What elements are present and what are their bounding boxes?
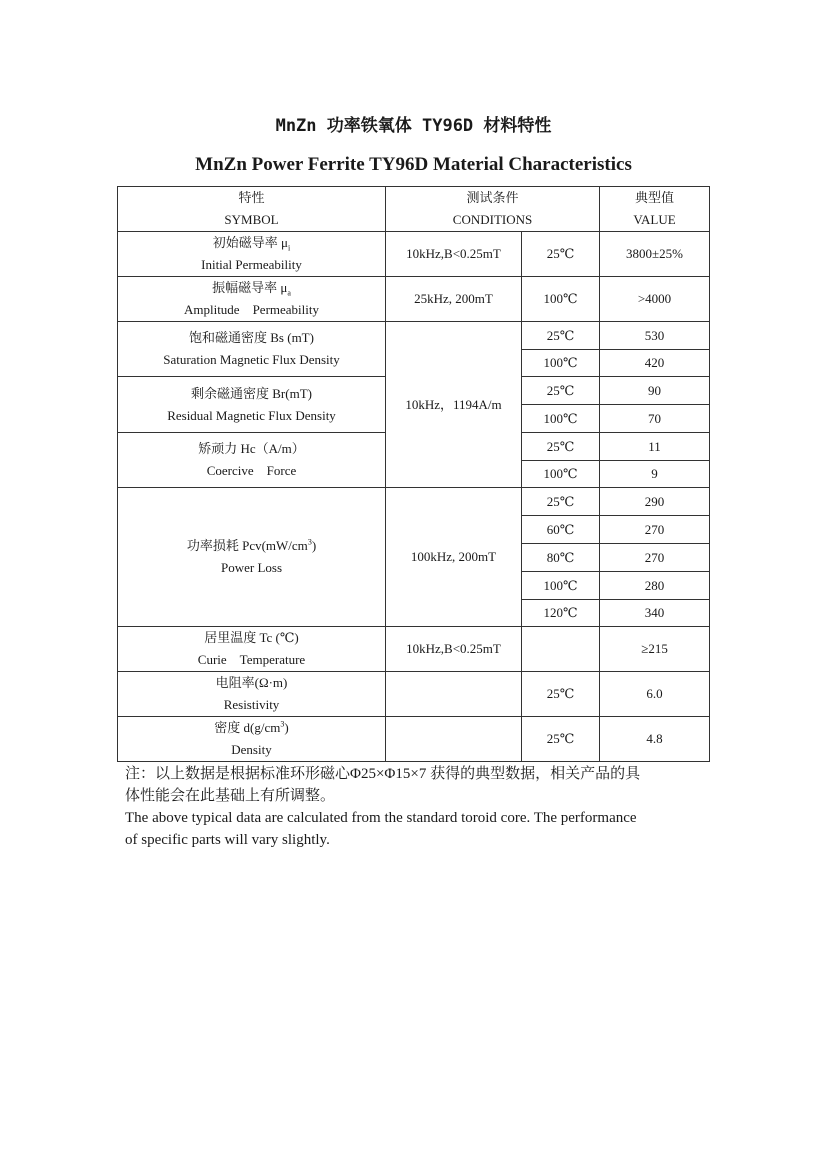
symbol-cell: 饱和磁通密度 Bs (mT) Saturation Magnetic Flux Density (118, 322, 386, 377)
value-cell: 420 (600, 350, 710, 377)
page-title-chinese: MnZn 功率铁氧体 TY96D 材料特性 (275, 116, 552, 136)
symbol-cell: 矫顽力 Hc（A/m） Coercive Force (118, 433, 386, 488)
symbol-cell: 功率损耗 $Pcv(mW/cm^3)$ Power Loss (118, 488, 386, 627)
header-symbol: 特性 SYMBOL (118, 187, 386, 232)
condition-cell: 25kHz, 200mT (386, 277, 522, 322)
temperature-cell: 100℃ (522, 572, 600, 600)
symbol-cell: 密度 $d(g/cm^3)$ Density (118, 717, 386, 762)
table-row-initial-permeability (118, 232, 710, 277)
table-header-row (118, 187, 710, 232)
header-value: 典型值 VALUE (600, 187, 710, 232)
symbol-cell: 剩余磁通密度 Br(mT) Residual Magnetic Flux Density (118, 377, 386, 433)
value-cell: 290 (600, 488, 710, 516)
temperature-cell: 80℃ (522, 544, 600, 572)
symbol-cell: 振幅磁导率 $\mu_a$ Amplitude Permeability (118, 277, 386, 322)
value-cell: 270 (600, 544, 710, 572)
temperature-cell: 25℃ (522, 232, 600, 277)
value-cell: 280 (600, 572, 710, 600)
temperature-cell: 120℃ (522, 600, 600, 627)
table-row-density (118, 717, 710, 762)
symbol-cell: 居里温度 Tc (℃) Curie Temperature (118, 627, 386, 672)
value-cell: 6.0 (600, 672, 710, 717)
footnote (125, 763, 715, 851)
value-cell: 3800±25% (600, 232, 710, 277)
table-row-resistivity (118, 672, 710, 717)
condition-cell: 10kHz,B<0.25mT (386, 232, 522, 277)
temperature-cell: 60℃ (522, 516, 600, 544)
temperature-cell: 25℃ (522, 672, 600, 717)
temperature-cell: 100℃ (522, 461, 600, 488)
condition-cell (386, 717, 522, 762)
value-cell: 530 (600, 322, 710, 350)
value-cell: 270 (600, 516, 710, 544)
value-cell: 340 (600, 600, 710, 627)
value-cell: 4.8 (600, 717, 710, 762)
symbol-cell: 电阻率(Ω·m) Resistivity (118, 672, 386, 717)
temperature-cell (522, 627, 600, 672)
temperature-cell: 25℃ (522, 377, 600, 405)
value-cell: 90 (600, 377, 710, 405)
value-cell: 70 (600, 405, 710, 433)
header-conditions: 测试条件 CONDITIONS (386, 187, 600, 232)
table-row-saturation-flux-density (118, 322, 710, 350)
footnote-english-line-1: The above typical data are calculated from the standard toroid core. The performance (125, 810, 637, 826)
shared-condition-cell: 10kHz，1194A/m (386, 322, 522, 488)
value-cell: ≥215 (600, 627, 710, 672)
value-cell: 9 (600, 461, 710, 488)
temperature-cell: 100℃ (522, 277, 600, 322)
condition-cell (386, 672, 522, 717)
temperature-cell: 25℃ (522, 433, 600, 461)
temperature-cell: 100℃ (522, 405, 600, 433)
temperature-cell: 25℃ (522, 717, 600, 762)
footnote-chinese-line-2: 体性能会在此基础上有所调整。 (125, 788, 336, 804)
table-row-curie-temperature (118, 627, 710, 672)
condition-cell: 10kHz,B<0.25mT (386, 627, 522, 672)
value-cell: 11 (600, 433, 710, 461)
material-characteristics-table (117, 186, 710, 762)
footnote-english-line-2: of specific parts will vary slightly. (125, 832, 330, 848)
temperature-cell: 25℃ (522, 488, 600, 516)
table-row-power-loss (118, 488, 710, 516)
page-title-english: MnZn Power Ferrite TY96D Material Characteristics (195, 154, 632, 175)
condition-cell: 100kHz, 200mT (386, 488, 522, 627)
temperature-cell: 100℃ (522, 350, 600, 377)
temperature-cell: 25℃ (522, 322, 600, 350)
value-cell: >4000 (600, 277, 710, 322)
symbol-cell: 初始磁导率 $\mu_i$ Initial Permeability (118, 232, 386, 277)
footnote-chinese-line-1: 注：以上数据是根据标准环形磁心Φ25×Φ15×7 获得的典型数据，相关产品的具 (125, 766, 641, 782)
table-row-amplitude-permeability (118, 277, 710, 322)
